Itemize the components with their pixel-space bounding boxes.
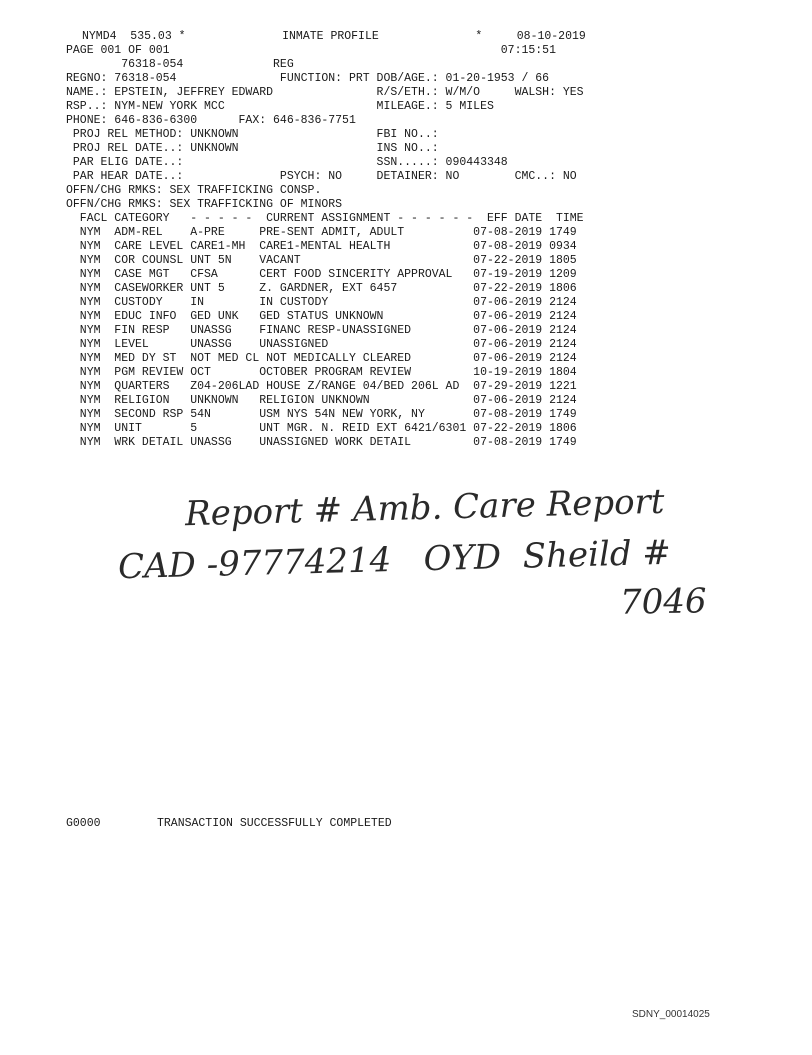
handwritten-note-line-1: Report # Amb. Care Report bbox=[184, 481, 665, 535]
profile-name: NAME.: EPSTEIN, JEFFREY EDWARD R/S/ETH.: W/M/O WALSH: YES bbox=[66, 86, 584, 99]
profile-regno: REGNO: 76318-054 FUNCTION: PRT DOB/AGE.: 01-20-1953 / 66 bbox=[66, 72, 550, 85]
assignments-header: FACL CATEGORY - - - - - CURRENT ASSIGNMENT - - - - - - EFF DATE TIME bbox=[66, 212, 584, 225]
table-row: NYM LEVEL UNASSG UNASSIGNED 07-06-2019 2124 bbox=[66, 338, 577, 351]
header-line-3: 76318-054 REG bbox=[66, 58, 294, 71]
profile-offense-remark-2: OFFN/CHG RMKS: SEX TRAFFICKING OF MINORS bbox=[66, 198, 343, 211]
table-row: NYM CASEWORKER UNT 5 Z. GARDNER, EXT 6457 07-22-2019 1806 bbox=[66, 282, 577, 295]
table-row: NYM COR COUNSL UNT 5N VACANT 07-22-2019 1805 bbox=[66, 254, 577, 267]
table-row: NYM CUSTODY IN IN CUSTODY 07-06-2019 2124 bbox=[66, 296, 577, 309]
bates-number: SDNY_00014025 bbox=[632, 1009, 710, 1020]
table-row: NYM CASE MGT CFSA CERT FOOD SINCERITY APPROVAL 07-19-2019 1209 bbox=[66, 268, 577, 281]
handwritten-note-line-3: 7046 bbox=[619, 581, 707, 623]
table-row: NYM MED DY ST NOT MED CL NOT MEDICALLY CLEARED 07-06-2019 2124 bbox=[66, 352, 577, 365]
profile-par-hear-date: PAR HEAR DATE..: PSYCH: NO DETAINER: NO CMC..: NO bbox=[66, 170, 577, 183]
table-row: NYM EDUC INFO GED UNK GED STATUS UNKNOWN 07-06-2019 2124 bbox=[66, 310, 577, 323]
table-row: NYM FIN RESP UNASSG FINANC RESP-UNASSIGNED 07-06-2019 2124 bbox=[66, 324, 577, 337]
status-message: TRANSACTION SUCCESSFULLY COMPLETED bbox=[157, 817, 392, 830]
table-row: NYM PGM REVIEW OCT OCTOBER PROGRAM REVIEW 10-19-2019 1804 bbox=[66, 366, 577, 379]
profile-rsp: RSP..: NYM-NEW YORK MCC MILEAGE.: 5 MILES bbox=[66, 100, 494, 113]
table-row: NYM ADM-REL A-PRE PRE-SENT ADMIT, ADULT 07-08-2019 1749 bbox=[66, 226, 577, 239]
profile-phone: PHONE: 646-836-6300 FAX: 646-836-7751 bbox=[66, 114, 356, 127]
profile-offense-remark-1: OFFN/CHG RMKS: SEX TRAFFICKING CONSP. bbox=[66, 184, 322, 197]
status-code: G0000 bbox=[66, 817, 101, 830]
table-row: NYM RELIGION UNKNOWN RELIGION UNKNOWN 07-06-2019 2124 bbox=[66, 394, 577, 407]
table-row: NYM QUARTERS Z04-206LAD HOUSE Z/RANGE 04/BED 206L AD 07-29-2019 1221 bbox=[66, 380, 577, 393]
table-row: NYM SECOND RSP 54N USM NYS 54N NEW YORK, NY 07-08-2019 1749 bbox=[66, 408, 577, 421]
profile-par-elig-date: PAR ELIG DATE..: SSN.....: 090443348 bbox=[66, 156, 508, 169]
table-row: NYM UNIT 5 UNT MGR. N. REID EXT 6421/6301 07-22-2019 1806 bbox=[66, 422, 577, 435]
profile-proj-rel-method: PROJ REL METHOD: UNKNOWN FBI NO..: bbox=[66, 128, 439, 141]
header-line-2: PAGE 001 OF 001 07:15:51 bbox=[66, 44, 556, 57]
profile-proj-rel-date: PROJ REL DATE..: UNKNOWN INS NO..: bbox=[66, 142, 439, 155]
handwritten-note-line-2: CAD -97774214 OYD Sheild # bbox=[117, 532, 672, 588]
table-row: NYM WRK DETAIL UNASSG UNASSIGNED WORK DETAIL 07-08-2019 1749 bbox=[66, 436, 577, 449]
header-line-1: NYMD4 535.03 * INMATE PROFILE * 08-10-2019 bbox=[82, 30, 586, 43]
table-row: NYM CARE LEVEL CARE1-MH CARE1-MENTAL HEALTH 07-08-2019 0934 bbox=[66, 240, 577, 253]
